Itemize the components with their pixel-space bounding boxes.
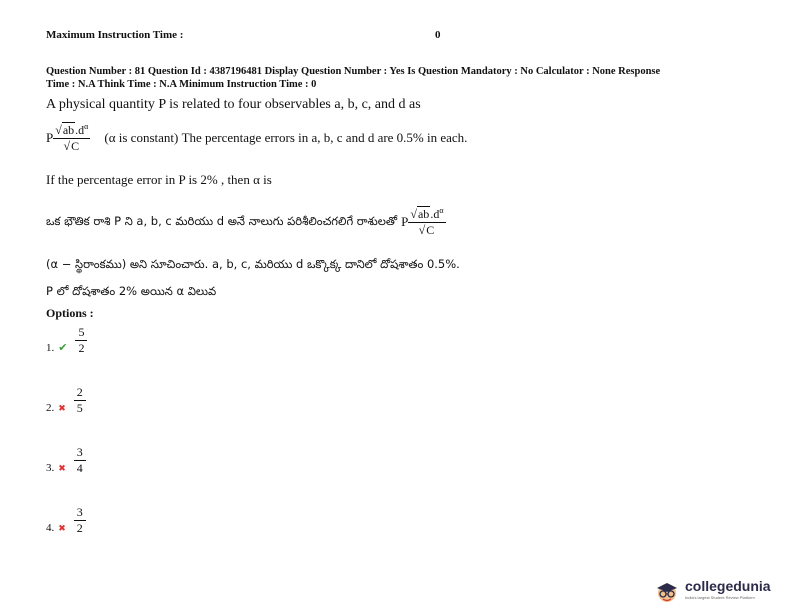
telugu-line2: (α − స్థిరాంకము) అని సూచించారు. a, b, c, మరియు d ఒక్కొక్క దానిలో దోషశాతం 0.5%. bbox=[46, 257, 460, 271]
formula-exponent: α bbox=[84, 122, 89, 131]
question-meta-line2: Time : N.A Think Time : N.A Minimum Instruction Time : 0 bbox=[46, 79, 317, 90]
formula bbox=[46, 122, 90, 154]
option-3[interactable] bbox=[46, 445, 86, 476]
option-numerator: 5 bbox=[75, 325, 87, 341]
formula-numerator-root: ab bbox=[62, 123, 75, 137]
formula-p: P bbox=[401, 214, 409, 229]
sqrt-icon: √ bbox=[418, 223, 426, 237]
sqrt-icon: √ bbox=[55, 123, 62, 137]
formula-dot: .d bbox=[75, 123, 85, 137]
option-numerator: 2 bbox=[74, 385, 86, 401]
options-label: Options : bbox=[46, 306, 94, 320]
formula-fraction bbox=[53, 122, 90, 154]
question-intro: A physical quantity P is related to four observables a, b, c, and d as bbox=[46, 97, 421, 112]
brand-name: collegedunia bbox=[685, 578, 771, 594]
sqrt-icon: √ bbox=[410, 207, 417, 221]
cross-icon: ✖ bbox=[58, 403, 66, 413]
option-number: 4. bbox=[46, 522, 55, 534]
option-1[interactable] bbox=[46, 325, 87, 356]
option-fraction bbox=[74, 505, 86, 536]
option-denominator: 5 bbox=[76, 401, 83, 415]
option-number: 3. bbox=[46, 462, 55, 474]
option-numerator: 3 bbox=[74, 445, 86, 461]
brand-logo bbox=[652, 580, 771, 604]
option-numerator: 3 bbox=[74, 505, 86, 521]
formula-exponent: α bbox=[439, 206, 444, 215]
option-fraction bbox=[74, 385, 86, 416]
telugu-line3: P లో దోషశాతం 2% అయిన α విలువ bbox=[46, 284, 217, 298]
mascot-icon bbox=[652, 580, 682, 604]
max-instruction-value: 0 bbox=[435, 29, 441, 41]
formula-p: P bbox=[46, 130, 54, 145]
question-constant: (α is constant) The percentage errors in a, b, c and d are 0.5% in each. bbox=[104, 130, 468, 145]
cross-icon: ✖ bbox=[58, 523, 66, 533]
formula-telugu bbox=[401, 206, 445, 238]
formula-denominator-root: C bbox=[71, 139, 80, 153]
max-instruction-label: Maximum Instruction Time : bbox=[46, 29, 184, 41]
option-4[interactable] bbox=[46, 505, 86, 536]
formula-numerator-root: ab bbox=[417, 207, 430, 221]
formula-fraction bbox=[408, 206, 445, 238]
cross-icon: ✖ bbox=[58, 463, 66, 473]
option-denominator: 2 bbox=[78, 341, 85, 355]
option-2[interactable] bbox=[46, 385, 86, 416]
option-fraction bbox=[75, 325, 87, 356]
option-denominator: 2 bbox=[76, 521, 83, 535]
question-ask: If the percentage error in P is 2% , then α is bbox=[46, 172, 272, 187]
formula-dot: .d bbox=[430, 207, 440, 221]
option-fraction bbox=[74, 445, 86, 476]
check-icon: ✔ bbox=[58, 342, 68, 354]
option-number: 1. bbox=[46, 342, 55, 354]
brand-tagline: India's largest Student Review Platform bbox=[685, 595, 755, 600]
telugu-line1: ఒక భౌతిక రాశి P ని a, b, c మరియు d అనే నాలుగు పరిశీలించగలిగే రాశులతో bbox=[46, 213, 398, 228]
sqrt-icon: √ bbox=[63, 139, 71, 153]
question-meta bbox=[46, 65, 766, 91]
option-denominator: 4 bbox=[76, 461, 83, 475]
formula-row bbox=[46, 122, 467, 154]
telugu-line1-row bbox=[46, 206, 446, 238]
formula-denominator-root: C bbox=[426, 223, 435, 237]
question-meta-line1: Question Number : 81 Question Id : 4387196481 Display Question Number : Yes Is Question Mandatory : No Calculator : None Response bbox=[46, 66, 661, 77]
option-number: 2. bbox=[46, 402, 55, 414]
